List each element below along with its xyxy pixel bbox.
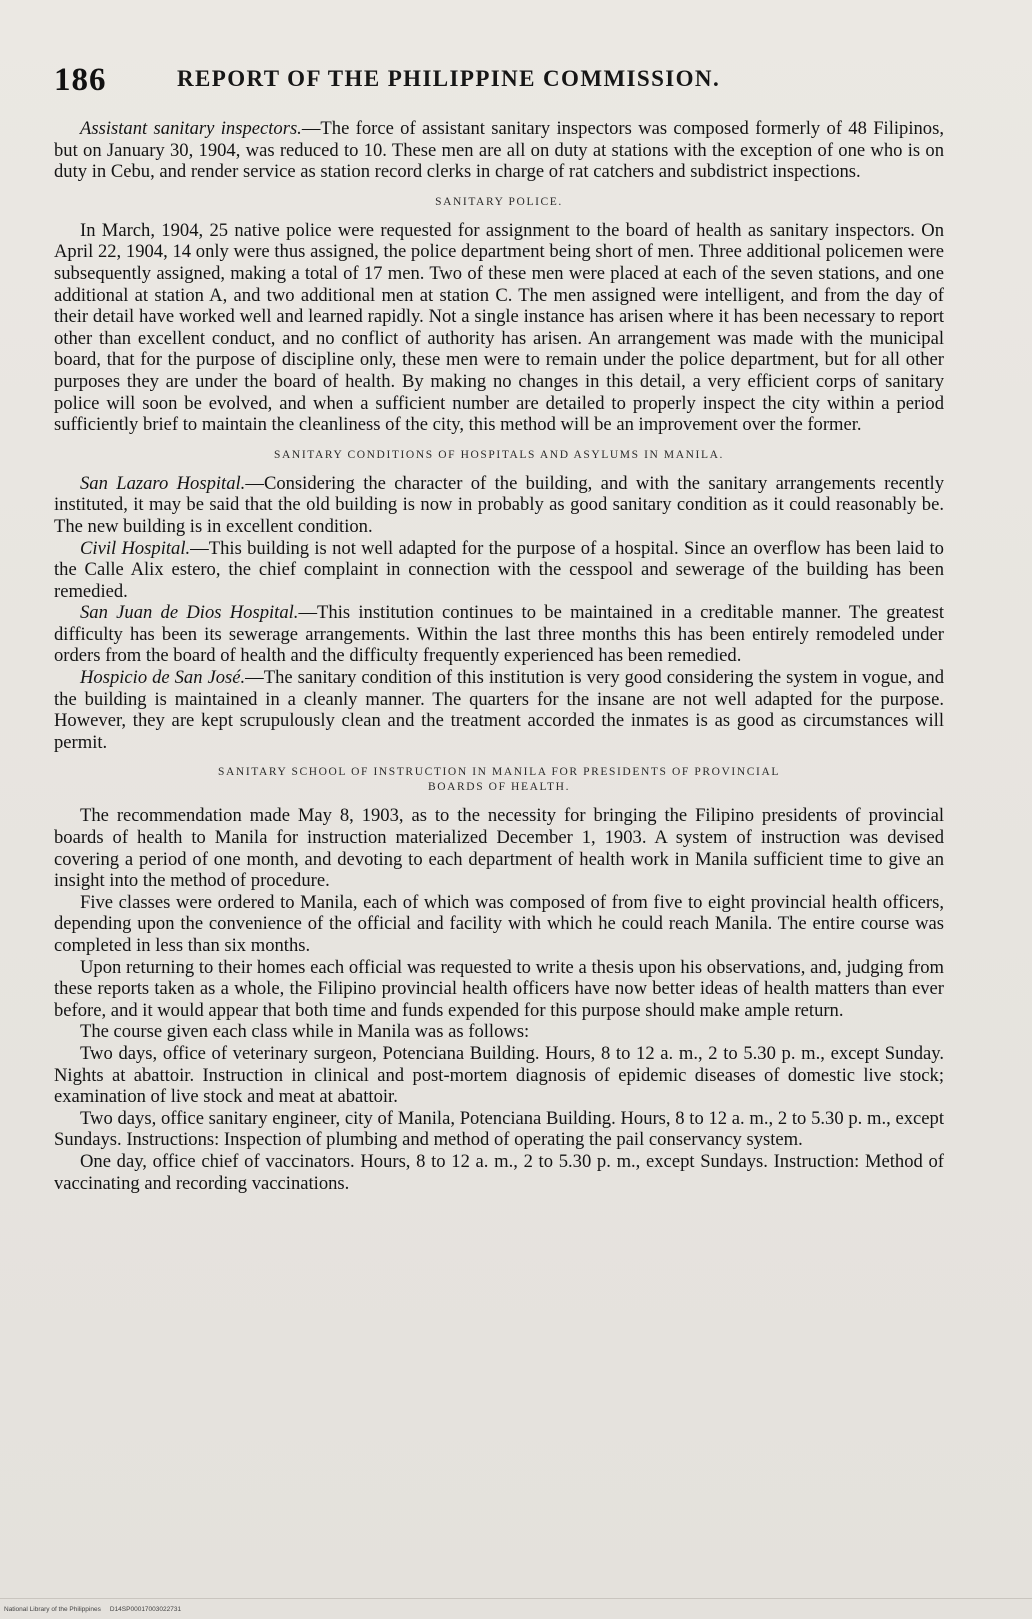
paragraph-text: —This institution continues to be maintained in a creditable manner. The greatest difficulty has been its sewerage arrangements. Within the last three months this has been entirely remodeled under orders from the board of health and the difficulty frequently experienced has been remedied.	[54, 602, 945, 667]
section-heading-sanitary-police	[54, 195, 944, 210]
library-credit: National Library of the Philippines	[4, 1606, 101, 1613]
sanitary-police-section	[54, 220, 944, 436]
school-paragraph: Two days, office of veterinary surgeon, Potenciana Building. Hours, 8 to 12 a. m., 2 to 5.30 p. m., except Sunday. Nights at abattoir. Instruction in clinical and post-mortem diagnosis of epidemic diseases of domestic live stock; examination of live stock and meat at abattoir.	[54, 1042, 944, 1108]
school-paragraph: One day, office chief of vaccinators. Hours, 8 to 12 a. m., 2 to 5.30 p. m., except Sundays. Instruction: Method of vaccinating and recording vaccinations.	[54, 1150, 944, 1194]
assistant-inspectors-paragraph	[54, 118, 944, 183]
school-section	[54, 805, 944, 1194]
hospital-paragraph	[54, 602, 944, 667]
assistant-inspectors-section	[54, 118, 944, 183]
paragraph-text: —This building is not well adapted for the purpose of a hospital. Since an overflow has been laid to the Calle Alix estero, the chief complaint in connection with the cesspool and sewerage of the building has been remedied.	[54, 537, 944, 602]
section-heading-hospitals	[54, 448, 944, 463]
page-body	[54, 118, 944, 1194]
hospital-name: Hospicio de San José.	[80, 667, 246, 689]
hospital-name: Civil Hospital.	[80, 537, 191, 559]
sanitary-police-paragraph: In March, 1904, 25 native police were requested for assignment to the board of health as sanitary inspectors. On April 22, 1904, 14 only were thus assigned, the police department being short of men. Three additional policemen were subsequently assigned, making a total of 17 men. Two of these men were placed at each of the seven stations, and one additional at station A, and two additional men at station C. The men assigned were intelligent, and from the day of their detail have worked well and learned rapidly. Not a single instance has arisen where it has been necessary to report other than excellent conduct, and no conflict of authority has arisen. An arrangement was made with the municipal board, that for the purpose of discipline only, these men were to remain under the police department, but for all other purposes they are under the board of health. By making no changes in this detail, a very efficient corps of sanitary police will soon be evolved, and when a sufficient number are detailed to properly inspect the city within a period sufficiently brief to maintain the cleanliness of the city, this method will be an improvement over the former.	[54, 219, 944, 436]
page-number: 186	[54, 62, 107, 98]
school-paragraph: Five classes were ordered to Manila, each of which was composed of from five to eight provincial health officers, depending upon the convenience of the official and facility with which he could reach Manila. The entire course was completed in less than six months.	[54, 891, 944, 956]
run-in-heading: Assistant sanitary inspectors.	[80, 118, 302, 139]
hospital-name: San Juan de Dios Hospital.	[80, 602, 299, 624]
school-paragraph: The course given each class while in Manila was as follows:	[80, 1021, 530, 1043]
paragraph-text: —Considering the character of the building, and with the sanitary arrangements recently instituted, it may be said that the old building is now in probably as good sanitary condition as it could reasonably be. The new building is in excellent condition.	[54, 472, 945, 537]
hospital-paragraph	[54, 538, 944, 603]
running-head: REPORT OF THE PHILIPPINE COMMISSION.	[177, 66, 721, 91]
footer-divider	[0, 1598, 1032, 1599]
heading-text: SANITARY CONDITIONS OF HOSPITALS AND ASYLUMS IN MANILA.	[274, 448, 724, 461]
page-header	[54, 56, 914, 106]
hospital-paragraph	[54, 473, 944, 538]
paragraph-text: —The sanitary condition of this institution is very good considering the system in vogue, and the building is maintained in a cleanly manner. The quarters for the insane are not well adapted for the purpose. However, they are kept scrupulously clean and the treatment accorded the inmates is as good as circumstances will permit.	[54, 667, 944, 753]
paragraph-text: —The force of assistant sanitary inspectors was composed formerly of 48 Filipinos, but on January 30, 1904, was reduced to 10. These men are all on duty at stations with the exception of one who is on duty in Cebu, and render service as station record clerks in charge of rat catchers and subdistrict inspections.	[54, 118, 944, 183]
heading-text: SANITARY SCHOOL OF INSTRUCTION IN MANILA FOR PRESIDENTS OF PROVINCIAL	[218, 766, 780, 779]
school-paragraph: Upon returning to their homes each official was requested to write a thesis upon his observations, and, judging from these reports taken as a whole, the Filipino provincial health officers have now better ideas of health matters than ever before, and it would appear that both time and funds expended for this purpose should make ample return.	[54, 956, 944, 1021]
heading-text: BOARDS OF HEALTH.	[427, 781, 571, 794]
heading-text: SANITARY POLICE.	[435, 195, 563, 208]
school-paragraph: Two days, office sanitary engineer, city of Manila, Potenciana Building. Hours, 8 to 12 a. m., 2 to 5.30 p. m., except Sundays. Instructions: Inspection of plumbing and method of operating the pail conservancy system.	[54, 1107, 944, 1151]
hospital-paragraph	[54, 667, 944, 753]
hospitals-section	[54, 473, 944, 754]
hospital-name: San Lazaro Hospital.	[80, 472, 246, 494]
scan-identifier: D14SP00017003022731	[109, 1606, 182, 1613]
scan-credit	[4, 1606, 181, 1613]
school-paragraph: The recommendation made May 8, 1903, as to the necessity for bringing the Filipino presidents of provincial boards of health to Manila for instruction materialized December 1, 1903. A system of instruction was devised covering a period of one month, and devoting to each department of health work in Manila sufficient time to give an insight into the method of procedure.	[54, 805, 944, 892]
section-heading-school	[54, 765, 944, 795]
